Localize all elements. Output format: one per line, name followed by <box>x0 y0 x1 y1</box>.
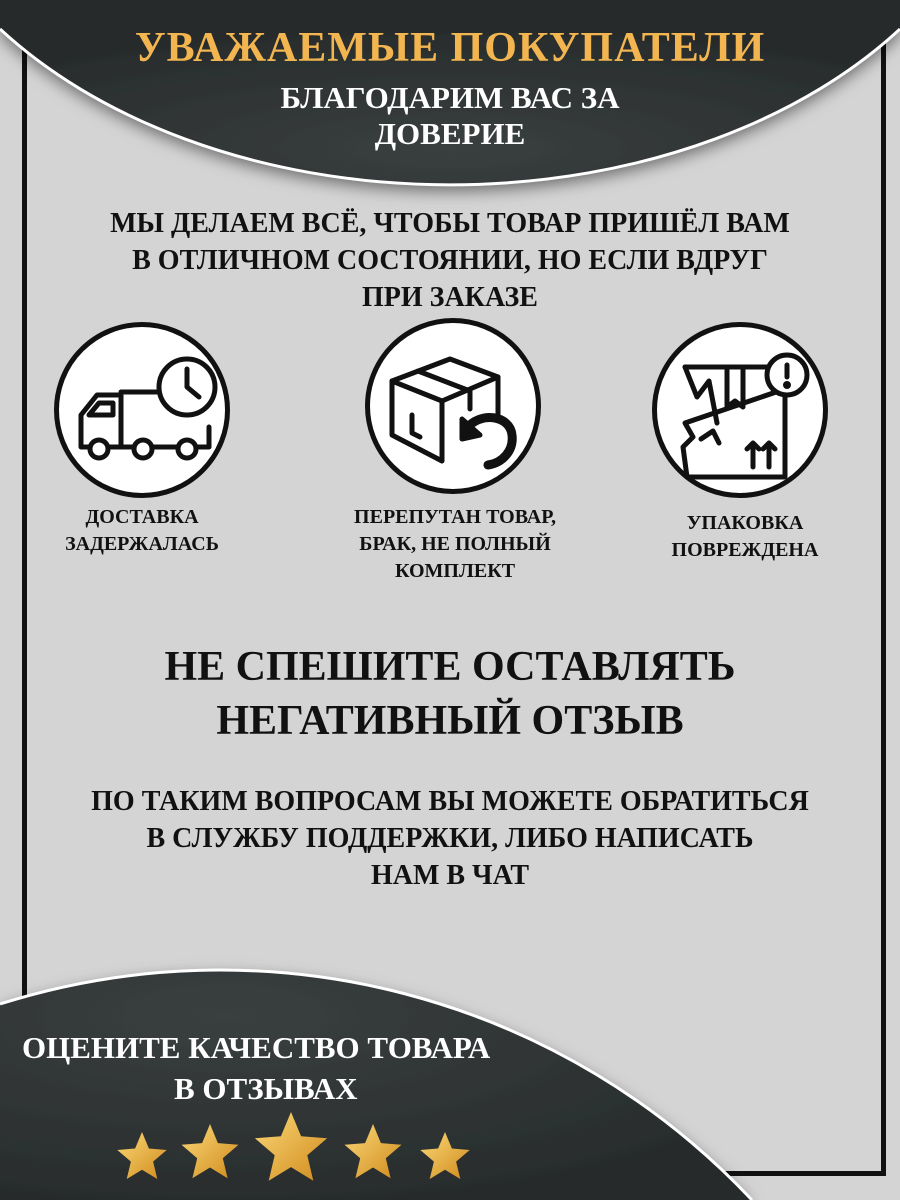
warning-line-1: НЕ СПЕШИТЕ ОСТАВЛЯТЬ <box>164 644 736 690</box>
star-icon <box>182 1124 239 1178</box>
star-icon <box>345 1124 402 1178</box>
intro-line-2: В ОТЛИЧНОМ СОСТОЯНИИ, НО ЕСЛИ ВДРУГ <box>132 245 768 276</box>
issue-label-line: УПАКОВКА <box>686 512 804 534</box>
support-line-1: ПО ТАКИМ ВОПРОСАМ ВЫ МОЖЕТЕ ОБРАТИТЬСЯ <box>91 786 809 817</box>
footer-line-2: В ОТЗЫВАХ <box>174 1071 358 1106</box>
star-icon <box>255 1112 327 1181</box>
rating-stars <box>115 1110 485 1190</box>
issue-label-line: ПЕРЕПУТАН ТОВАР, <box>354 506 556 528</box>
star-icon <box>117 1132 166 1179</box>
box-return-icon <box>365 318 541 494</box>
header-subtitle-1: БЛАГОДАРИМ ВАС ЗА <box>280 80 620 115</box>
footer-line-1: ОЦЕНИТЕ КАЧЕСТВО ТОВАРА <box>22 1030 491 1065</box>
header-title: УВАЖАЕМЫЕ ПОКУПАТЕЛИ <box>134 25 766 71</box>
support-line-3: НАМ В ЧАТ <box>370 860 530 891</box>
header-subtitle-2: ДОВЕРИЕ <box>374 116 526 151</box>
warning-line-2: НЕГАТИВНЫЙ ОТЗЫВ <box>216 698 684 744</box>
damaged-package-icon <box>652 322 828 498</box>
issue-label-delivery <box>42 504 242 558</box>
issue-label-line: ПОВРЕЖДЕНА <box>671 539 819 561</box>
support-line-2: В СЛУЖБУ ПОДДЕРЖКИ, ЛИБО НАПИСАТЬ <box>146 823 754 854</box>
issue-label-line: БРАК, НЕ ПОЛНЫЙ <box>359 533 551 555</box>
issue-label-line: ЗАДЕРЖАЛАСЬ <box>65 533 219 555</box>
issue-label-line: ДОСТАВКА <box>85 506 199 528</box>
issue-label-line: КОМПЛЕКТ <box>394 560 516 582</box>
intro-line-3: ПРИ ЗАКАЗЕ <box>362 282 538 313</box>
issue-label-wrong-item <box>330 504 580 585</box>
star-icon <box>420 1132 469 1179</box>
intro-line-1: МЫ ДЕЛАЕМ ВСЁ, ЧТОБЫ ТОВАР ПРИШЁЛ ВАМ <box>110 208 790 239</box>
delivery-truck-clock-icon <box>54 322 230 498</box>
issue-label-damaged <box>645 510 845 564</box>
